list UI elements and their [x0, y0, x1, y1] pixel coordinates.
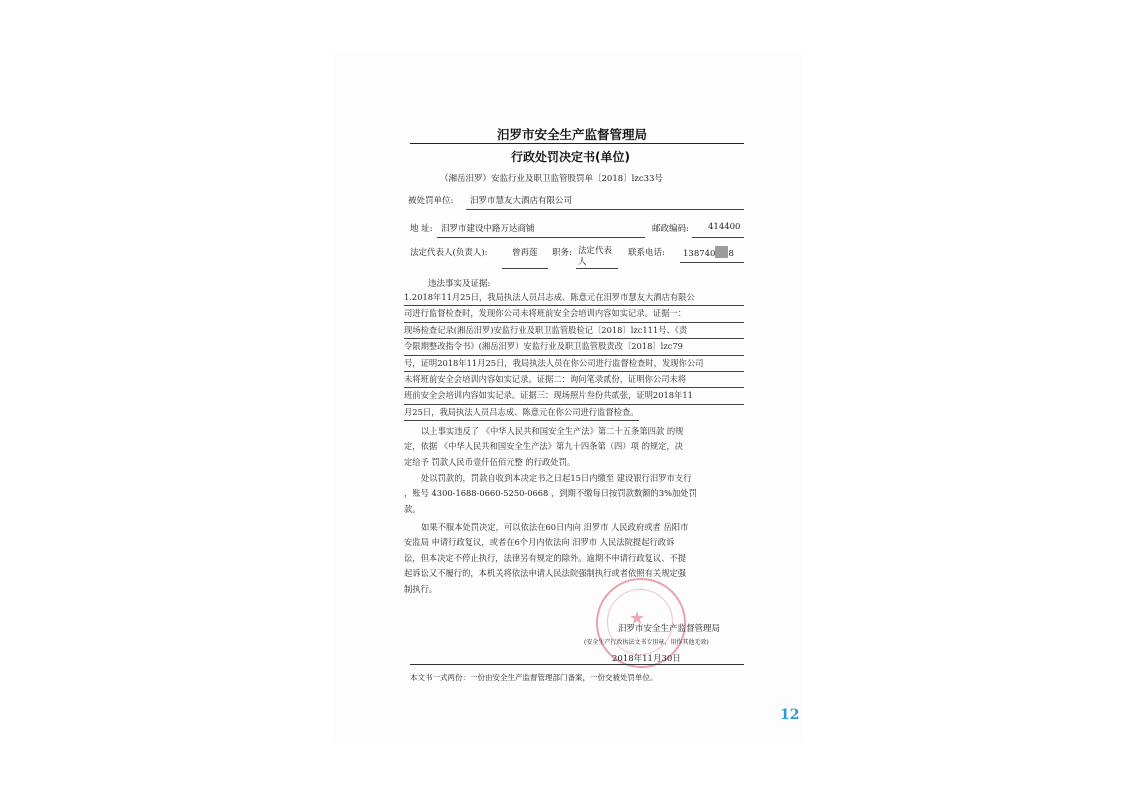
doc-title: 行政处罚决定书(单位) [511, 150, 630, 164]
facts-section [404, 290, 744, 421]
agency-title: 汨罗市安全生产监督管理局 [497, 127, 648, 142]
appeal-line: 如果不服本处罚决定，可以依法在60日内向 汨罗市 人民政府或者 岳阳市 [421, 522, 689, 532]
phone-value [683, 246, 734, 259]
footer-rule [410, 664, 744, 665]
phone-label: 联系电话: [628, 248, 665, 258]
payment-line: 处以罚款的，罚款自收到本决定书之日起15日内缴至 建设银行汨罗市支行 [421, 473, 692, 483]
address-label: 地 址: [410, 224, 433, 234]
legal-rep-value: 曾再莲 [512, 248, 538, 258]
facts-line: 未将班前安全会培训内容如实记录。证据二：询问笔录贰份，证明你公司未将 [404, 372, 744, 388]
violation-section [404, 424, 744, 470]
signature-agency: 汨罗市安全生产监督管理局 [618, 624, 721, 634]
legal-rep-label: 法定代表人(负责人): [410, 248, 488, 258]
facts-line: 班前安全会培训内容如实记录。证据三：现场照片叁份共贰张，证明2018年11 [404, 388, 744, 404]
appeal-section [404, 520, 744, 597]
facts-line: 现场检查记录(湘岳汨罗)安监行业及职卫监管股检记〔2018〕lzc111号、《责 [404, 323, 744, 339]
facts-line: 月25日，我局执法人员吕志成、陈意元在你公司进行监督检查。 [404, 405, 639, 421]
distribution-note: 本文书一式两份：一份由安全生产监督管理部门备案，一份交被处罚单位。 [410, 673, 658, 682]
violation-line: 以上事实违反了 《中华人民共和国安全生产法》第二十五条第四款 的规 [421, 426, 684, 436]
penalized-unit-label: 被处罚单位: [408, 196, 454, 206]
appeal-line: 讼，但本决定不停止执行，法律另有规定的除外。逾期不申请行政复议、不提 [404, 552, 687, 563]
facts-heading: 违法事实及证据: [428, 279, 491, 289]
penalized-unit-value: 汨罗市慧友大酒店有限公司 [470, 196, 573, 206]
payment-section [404, 471, 744, 517]
appeal-line: 安监局 申请行政复议，或者在6个月内依法向 汨罗市 人民法院提起行政诉 [404, 537, 675, 548]
payment-line: ，账号 4300-1688-0660-5250-0668 ，到期不缴每日按罚款数额的3%加处罚 [404, 488, 697, 499]
payment-line: 款。 [404, 503, 421, 514]
address-value: 汨罗市建设中路万达商铺 [441, 224, 535, 234]
page-number: 12 [780, 707, 800, 723]
violation-line: 定给予 罚款人民币壹仟伍佰元整 的行政处罚。 [404, 456, 576, 467]
appeal-line: 起诉讼又不履行的，本机关将依法申请人民法院强制执行或者依照有关规定强 [404, 568, 687, 579]
facts-line: 司进行监督检查时，发现你公司未将班前安全会培训内容如实记录。证据一： [404, 306, 744, 322]
position-label: 职务: [552, 248, 572, 258]
doc-number: （湘岳汨罗）安监行业及职卫监管股罚单〔2018〕lzc33号 [440, 174, 663, 184]
facts-line: 号，证明2018年11月25日，我局执法人员在你公司进行监督检查时，发现你公司 [404, 356, 744, 372]
seal-star-icon: ★ [629, 608, 646, 629]
phone-prefix: 138740 [683, 249, 716, 259]
position-underline [576, 268, 618, 269]
phone-suffix: 8 [728, 249, 734, 259]
signature-note: (安全生产行政执法文书专用章，用作其他无效) [584, 639, 709, 646]
postcode-label: 邮政编码: [652, 224, 689, 234]
appeal-line: 制执行。 [404, 583, 438, 594]
signature-date: 2018年11月30日 [612, 654, 681, 664]
address-underline [437, 237, 645, 238]
postcode-underline [692, 237, 744, 238]
violation-line: 定，依据 《中华人民共和国安全生产法》第九十四条第（四）项 的规定，决 [404, 441, 684, 452]
phone-redaction [715, 246, 728, 258]
position-value: 法定代表人 [578, 246, 613, 267]
penalized-unit-underline [466, 209, 744, 210]
legal-rep-underline [502, 268, 548, 269]
header-rule-top [410, 143, 744, 144]
facts-line: 1.2018年11月25日，我局执法人员吕志成、陈意元在汨罗市慧友大酒店有限公 [404, 290, 744, 306]
facts-line: 令限期整改指令书》(湘岳汨罗）安监行业及职卫监管股责改〔2018〕lzc79 [404, 339, 744, 355]
postcode-value: 414400 [708, 222, 741, 232]
phone-underline [680, 262, 744, 263]
